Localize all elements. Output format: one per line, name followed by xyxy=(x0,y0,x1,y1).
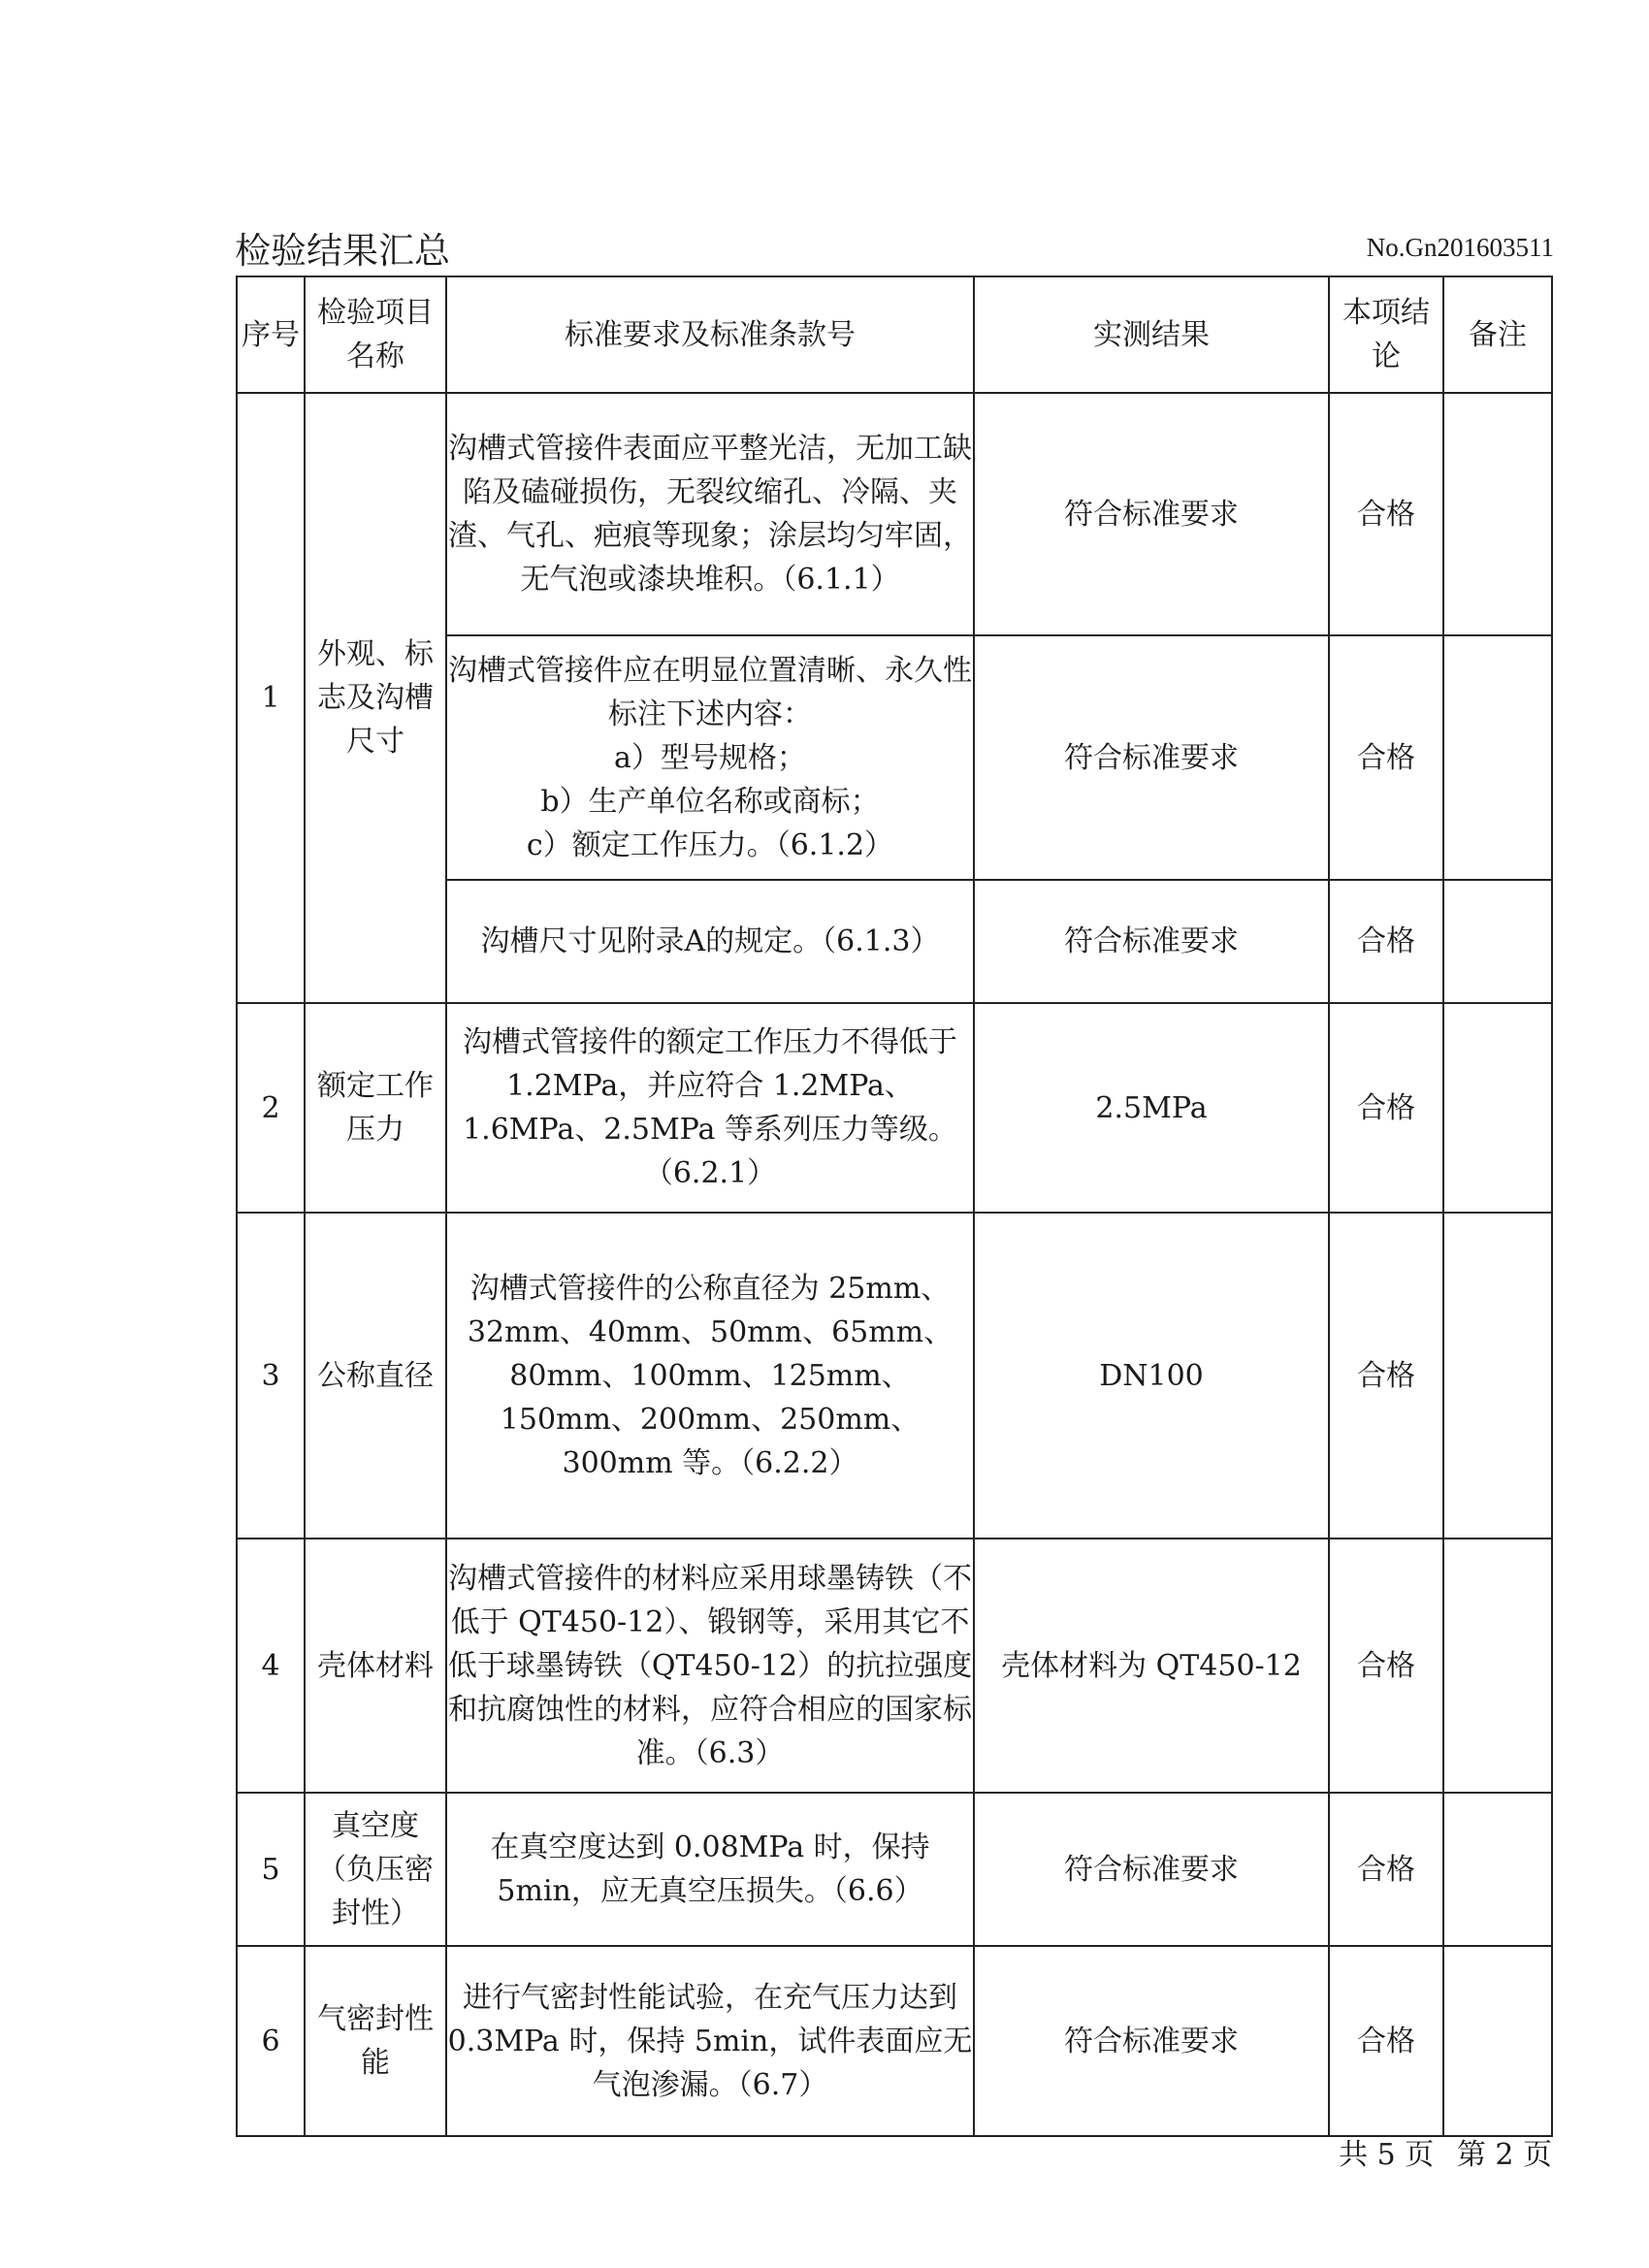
row-remark xyxy=(1443,1539,1552,1793)
row-item: 气密封性能 xyxy=(305,1946,446,2136)
row-standard xyxy=(446,635,974,880)
page-title: 检验结果汇总 xyxy=(235,230,450,272)
row-item: 额定工作压力 xyxy=(305,1003,446,1213)
row-seq: 1 xyxy=(237,393,305,1003)
row-result: 2.5MPa xyxy=(974,1003,1329,1213)
row-result: 符合标准要求 xyxy=(974,880,1329,1003)
row-remark xyxy=(1443,1213,1552,1539)
row-result: DN100 xyxy=(974,1213,1329,1539)
row-seq: 5 xyxy=(237,1793,305,1946)
row-remark xyxy=(1443,1793,1552,1946)
col-header-conclusion: 本项结论 xyxy=(1329,276,1443,393)
row-seq: 2 xyxy=(237,1003,305,1213)
row-conclusion: 合格 xyxy=(1329,635,1443,880)
row-seq: 3 xyxy=(237,1213,305,1539)
row-remark xyxy=(1443,1946,1552,2136)
col-header-result: 实测结果 xyxy=(974,276,1329,393)
row-item: 外观、标志及沟槽尺寸 xyxy=(305,393,446,1003)
col-header-item: 检验项目名称 xyxy=(305,276,446,393)
row-result: 符合标准要求 xyxy=(974,393,1329,635)
standard-line: b）生产单位名称或商标； xyxy=(540,784,880,819)
table-row xyxy=(237,1003,1552,1213)
row-conclusion: 合格 xyxy=(1329,1213,1443,1539)
row-item: 壳体材料 xyxy=(305,1539,446,1793)
row-conclusion: 合格 xyxy=(1329,1539,1443,1793)
table-row xyxy=(237,1793,1552,1946)
page-total: 共 5 页 xyxy=(1339,2138,1435,2172)
row-standard: 沟槽式管接件表面应平整光洁，无加工缺陷及磕碰损伤，无裂纹缩孔、冷隔、夹渣、气孔、疤痕等现象；涂层均匀牢固，无气泡或漆块堆积。（6.1.1） xyxy=(446,393,974,635)
col-header-standard: 标准要求及标准条款号 xyxy=(446,276,974,393)
row-conclusion: 合格 xyxy=(1329,1946,1443,2136)
row-remark xyxy=(1443,1003,1552,1213)
table-row xyxy=(237,1539,1552,1793)
row-standard: 沟槽式管接件的额定工作压力不得低于 1.2MPa，并应符合 1.2MPa、1.6MPa、2.5MPa 等系列压力等级。（6.2.1） xyxy=(446,1003,974,1213)
row-standard: 沟槽式管接件的公称直径为 25mm、32mm、40mm、50mm、65mm、80mm、100mm、125mm、150mm、200mm、250mm、300mm 等。（6.2.2） xyxy=(446,1213,974,1539)
row-item: 真空度（负压密封性） xyxy=(305,1793,446,1946)
row-conclusion: 合格 xyxy=(1329,393,1443,635)
row-standard: 进行气密封性能试验，在充气压力达到 0.3MPa 时，保持 5min，试件表面应无气泡渗漏。（6.7） xyxy=(446,1946,974,2136)
row-seq: 6 xyxy=(237,1946,305,2136)
row-remark xyxy=(1443,880,1552,1003)
page-footer xyxy=(1325,2130,1552,2173)
standard-line: c）额定工作压力。（6.1.2） xyxy=(526,827,894,862)
row-result: 符合标准要求 xyxy=(974,635,1329,880)
row-standard: 沟槽式管接件的材料应采用球墨铸铁（不低于 QT450-12）、锻钢等，采用其它不低于球墨铸铁（QT450-12）的抗拉强度和抗腐蚀性的材料，应符合相应的国家标准。（6.3） xyxy=(446,1539,974,1793)
row-item: 公称直径 xyxy=(305,1213,446,1539)
table-row xyxy=(237,393,1552,635)
standard-line: 沟槽式管接件应在明显位置清晰、永久性标注下述内容： xyxy=(448,653,972,731)
results-table xyxy=(236,275,1553,2137)
row-conclusion: 合格 xyxy=(1329,1793,1443,1946)
page-current: 第 2 页 xyxy=(1456,2138,1552,2172)
row-seq: 4 xyxy=(237,1539,305,1793)
row-conclusion: 合格 xyxy=(1329,880,1443,1003)
row-result: 符合标准要求 xyxy=(974,1946,1329,2136)
row-result: 壳体材料为 QT450-12 xyxy=(974,1539,1329,1793)
table-row xyxy=(237,1213,1552,1539)
report-number: No.Gn201603511 xyxy=(1366,233,1554,262)
col-header-seq: 序号 xyxy=(237,276,305,393)
row-remark xyxy=(1443,635,1552,880)
table-row xyxy=(237,1946,1552,2136)
table-header-row xyxy=(237,276,1552,393)
standard-line: a）型号规格； xyxy=(614,740,806,775)
col-header-remark: 备注 xyxy=(1443,276,1552,393)
row-remark xyxy=(1443,393,1552,635)
row-conclusion: 合格 xyxy=(1329,1003,1443,1213)
row-standard: 在真空度达到 0.08MPa 时，保持 5min，应无真空压损失。（6.6） xyxy=(446,1793,974,1946)
row-result: 符合标准要求 xyxy=(974,1793,1329,1946)
row-standard: 沟槽尺寸见附录A的规定。（6.1.3） xyxy=(446,880,974,1003)
